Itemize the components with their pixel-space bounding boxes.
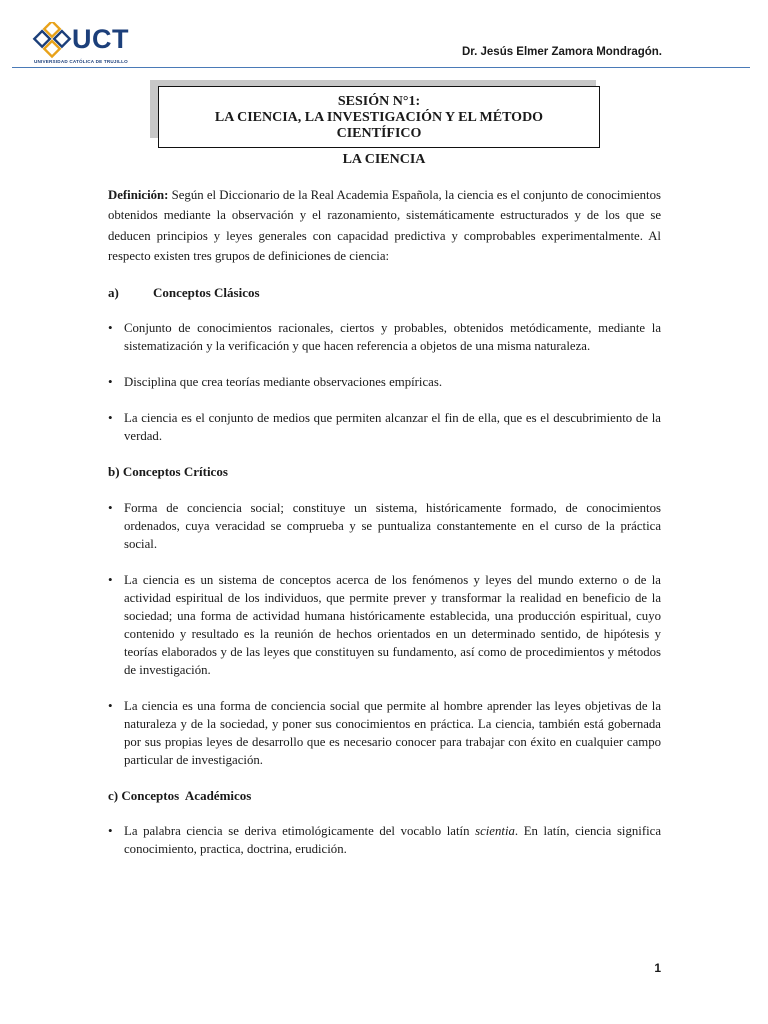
list-item-text: La palabra ciencia se deriva etimológicamente del vocablo latín bbox=[124, 824, 476, 839]
section-heading-text: Conceptos Críticos bbox=[122, 464, 228, 480]
list-item: • Conjunto de conocimientos racionales, ciertos y probables, obtenidos metódicamente, mediante la sistematización y la verificación y que hacen referencia a objetos de una misma naturaleza. bbox=[108, 319, 661, 355]
uct-logo bbox=[32, 22, 144, 68]
section-heading-c bbox=[108, 786, 661, 806]
list-item: • Forma de conciencia social; constituye un sistema, históricamente formado, de conocimientos ordenados, cuya veracidad se comprueba y se puntualiza constantemente en el curso de la práctica social. bbox=[108, 499, 661, 553]
section-heading-text: Conceptos Clásicos bbox=[153, 285, 260, 301]
section-heading-a bbox=[108, 283, 661, 303]
section-index: b) bbox=[108, 464, 120, 480]
list-item: • La ciencia es el conjunto de medios que permiten alcanzar el fin de ella, que es el descubrimiento de la verdad. bbox=[108, 409, 661, 445]
author-name: Dr. Jesús Elmer Zamora Mondragón. bbox=[461, 46, 662, 58]
list-item: • Disciplina que crea teorías mediante observaciones empíricas. bbox=[108, 373, 661, 391]
section-title: LA CIENCIA bbox=[342, 152, 426, 167]
definition-label: Definición: bbox=[108, 188, 169, 202]
uct-emblem-icon bbox=[32, 22, 72, 60]
bullet-list-b bbox=[108, 499, 661, 769]
session-title-box bbox=[158, 86, 600, 148]
session-title-line: SESIÓN N°1: bbox=[337, 94, 421, 109]
definition-text: Según el Diccionario de la Real Academia Española, la ciencia es el conjunto de conocimientos obtenidos mediante la observación y el razonamiento, sistemáticamente estructurados y de los que se deducen principios y leyes generales con capacidad predictiva y comprobables experimentalmente. Al respecto existen tres grupos de definiciones de ciencia: bbox=[108, 188, 661, 263]
section-index: a) bbox=[108, 285, 119, 301]
logo-subtext: UNIVERSIDAD CATÓLICA DE TRUJILLO bbox=[34, 59, 128, 64]
section-heading-b bbox=[108, 462, 661, 482]
list-item: • La ciencia es una forma de conciencia social que permite al hombre aprender las leyes objetivas de la naturaleza y de la sociedad, y poner sus conocimientos en práctica. La ciencia, también está gobernada por sus propias leyes de desarrollo que es necesario conocer para trabajar con éxito en cualquier campo particular de investigación. bbox=[108, 697, 661, 769]
list-item: • La ciencia es un sistema de conceptos acerca de los fenómenos y leyes del mundo externo o de la actividad espiritual de los individuos, que permite prever y transformar la realidad en beneficio de la sociedad; una forma de actividad humana históricamente establecida, una producción espiritual, cuyo contenido y resultado es la reunión de hechos orientados en un determinado sentido, de hipótesis y teorías elaborados y de las leyes que constituyen su fundamento, así como de procedimientos y métodos de investigación. bbox=[108, 571, 661, 679]
page-number: 1 bbox=[654, 961, 661, 975]
latin-term: scientia bbox=[475, 824, 515, 839]
header-divider bbox=[12, 67, 750, 68]
section-heading-text: Conceptos Académicos bbox=[121, 787, 252, 803]
list-item-text: . En latín, ciencia significa conocimiento, practica, doctrina, erudición. bbox=[124, 824, 662, 857]
session-title-line: LA CIENCIA, LA INVESTIGACIÓN Y EL MÉTODO bbox=[214, 110, 544, 125]
bullet-list-a bbox=[108, 319, 661, 445]
list-item bbox=[108, 822, 661, 858]
session-title-line: CIENTÍFICO bbox=[336, 126, 422, 141]
definition-paragraph bbox=[108, 185, 661, 266]
document-body bbox=[108, 185, 661, 858]
section-index: c) bbox=[108, 787, 119, 803]
bullet-list-c bbox=[108, 822, 661, 858]
logo-text: UCT bbox=[72, 24, 129, 54]
